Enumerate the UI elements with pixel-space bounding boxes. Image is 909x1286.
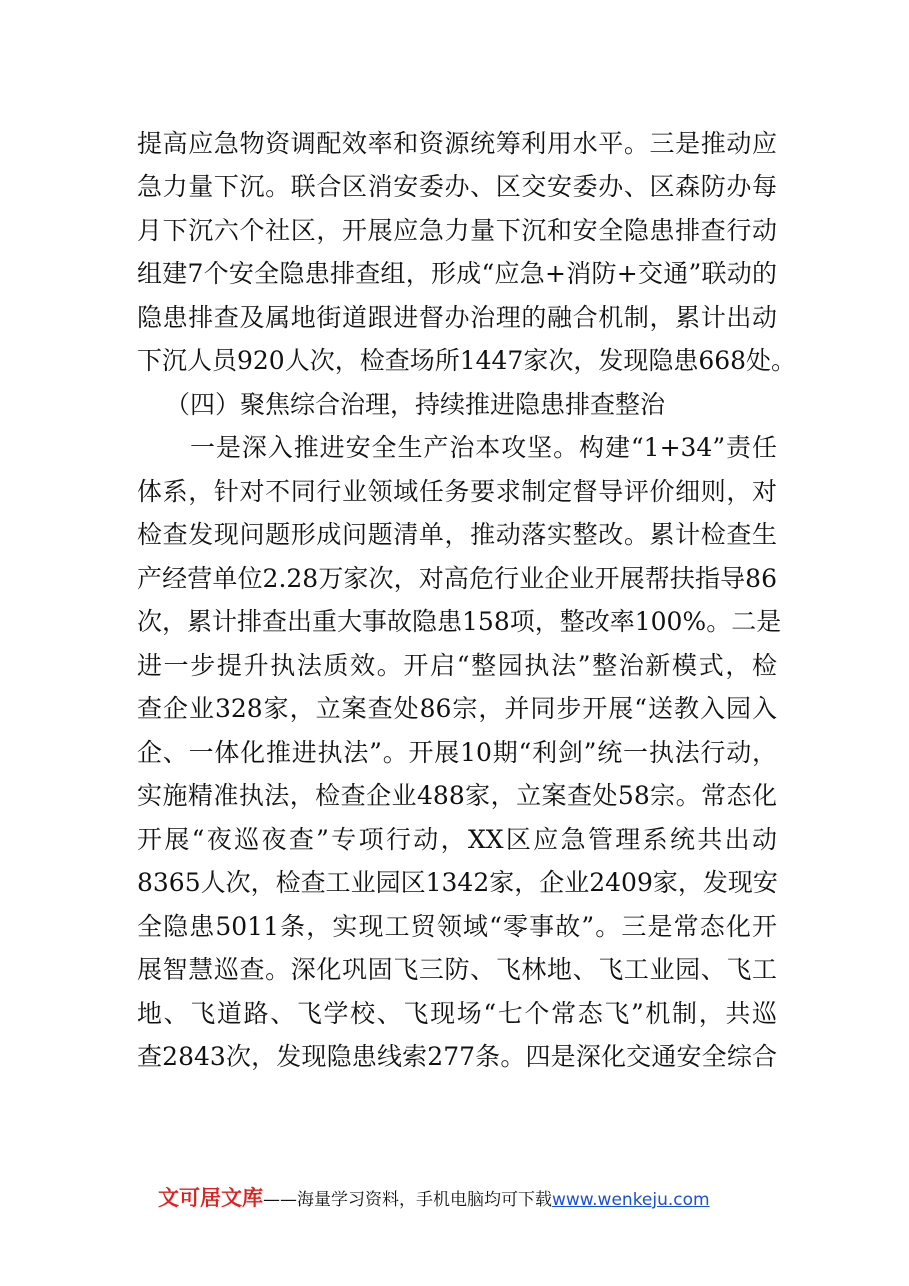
body-line: 8365人次，检查工业园区1342家，企业2409家，发现安 xyxy=(137,868,778,897)
body-line: 隐患排查及属地街道跟进督办治理的融合机制，累计出动 xyxy=(137,303,777,332)
section-heading: （四）聚焦综合治理，持续推进隐患排查整治 xyxy=(165,390,666,419)
body-line: 急力量下沉。联合区消安委办、区交安委办、区森防办每 xyxy=(137,172,777,201)
body-line: 月下沉六个社区，开展应急力量下沉和安全隐患排查行动 xyxy=(137,216,777,245)
footer-brand: 文可居文库 xyxy=(158,1186,263,1210)
body-line: 次，累计排查出重大事故隐患158项，整改率100%。二是 xyxy=(137,607,782,636)
body-line: 下沉人员920人次，检查场所1447家次，发现隐患668处。 xyxy=(137,346,797,375)
paragraph-first-line: 一是深入推进安全生产治本攻坚。构建“1+34”责任 xyxy=(190,433,777,462)
footer-banner xyxy=(158,1182,710,1214)
body-line: 查企业328家，立案查处86宗，并同步开展“送教入园入 xyxy=(137,694,777,723)
body-line: 全隐患5011条，实现工贸领域“零事故”。三是常态化开 xyxy=(137,912,777,941)
body-line: 地、飞道路、飞学校、飞现场“七个常态飞”机制，共巡 xyxy=(137,999,777,1028)
body-line: 提高应急物资调配效率和资源统筹利用水平。三是推动应 xyxy=(137,129,777,158)
body-line: 展智慧巡查。深化巩固飞三防、飞林地、飞工业园、飞工 xyxy=(137,955,777,984)
body-line: 实施精准执法，检查企业488家，立案查处58宗。常态化 xyxy=(137,781,777,810)
body-line: 组建7个安全隐患排查组，形成“应急+消防+交通”联动的 xyxy=(137,259,777,288)
body-line: 企、一体化推进执法”。开展10期“利剑”统一执法行动， xyxy=(137,738,777,767)
body-line: 开展“夜巡夜查”专项行动，XX区应急管理系统共出动 xyxy=(137,825,777,854)
footer-link[interactable]: www.wenkeju.com xyxy=(552,1190,710,1210)
body-line: 产经营单位2.28万家次，对高危行业企业开展帮扶指导86 xyxy=(137,564,777,593)
body-line: 体系，针对不同行业领域任务要求制定督导评价细则，对 xyxy=(137,477,777,506)
body-line: 查2843次，发现隐患线索277条。四是深化交通安全综合 xyxy=(137,1042,777,1071)
body-line: 进一步提升执法质效。开启“整园执法”整治新模式，检 xyxy=(137,651,777,680)
body-line: 检查发现问题形成问题清单，推动落实整改。累计检查生 xyxy=(137,520,777,549)
footer-slogan: ——海量学习资料，手机电脑均可下载 xyxy=(263,1190,552,1210)
